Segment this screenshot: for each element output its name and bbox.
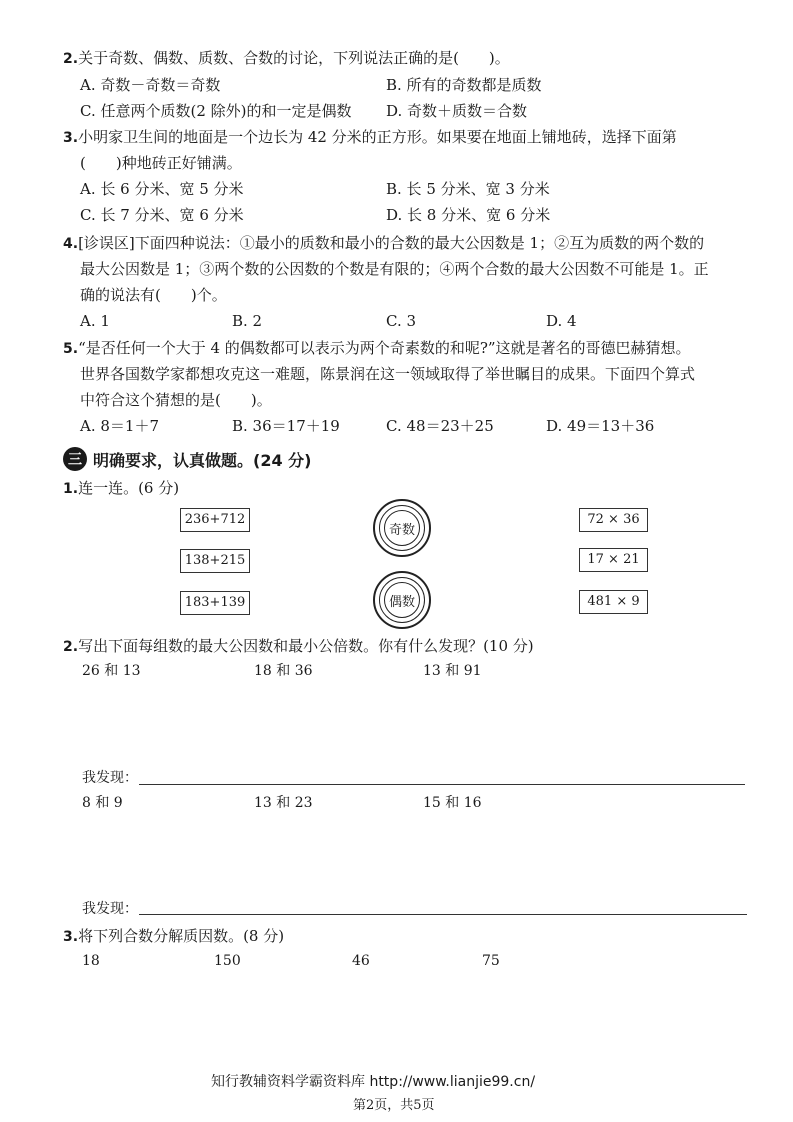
discovery-label: 我发现： (82, 770, 138, 786)
footer-watermark: 知行教辅资料学霸资料库 http://www.lianjie99.cn/ (211, 1074, 536, 1090)
option-c: C. 48＝23＋25 (386, 417, 494, 435)
question-number: 3. (63, 929, 79, 945)
discovery-label: 我发现： (82, 901, 138, 917)
question-5-stem-end: 中符合这个猜想的是( )。 (80, 391, 272, 409)
question-4-stem-end: 确的说法有( )个。 (80, 286, 227, 304)
option-b: B. 所有的奇数都是质数 (386, 76, 542, 94)
question-4-stem-cont: 最大公因数是 1；③两个数的公因数的个数是有限的；④两个合数的最大公因数不可能是 1。正 (80, 260, 709, 278)
section-title: 明确要求，认真做题。(24 分) (93, 450, 312, 470)
question-5-stem-cont: 世界各国数学家都想攻克这一难题，陈景润在这一领域取得了举世瞩目的成果。下面四个算式 (80, 365, 696, 383)
number-pair: 18 和 36 (254, 663, 313, 679)
question-number: 2. (63, 639, 79, 655)
question-3-stem: 3.小明家卫生间的地面是一个边长为 42 分米的正方形。如果要在地面上铺地砖，选择下面第 (63, 128, 677, 146)
option-b: B. 2 (232, 312, 263, 330)
number-pair: 13 和 23 (254, 795, 313, 811)
number-pair: 13 和 91 (423, 663, 482, 679)
number-pair: 8 和 9 (82, 795, 123, 811)
option-d: D. 4 (546, 312, 577, 330)
number-pair: 26 和 13 (82, 663, 141, 679)
expression-box[interactable]: 236+712 (180, 508, 250, 532)
question-5-stem: 5.“是否任何一个大于 4 的偶数都可以表示为两个奇素数的和呢?”这就是著名的哥德巴赫猜想。 (63, 339, 691, 357)
question-number: 4. (63, 236, 79, 252)
composite-number: 46 (352, 953, 370, 969)
expression-box[interactable]: 17 × 21 (579, 548, 648, 572)
even-circle[interactable] (373, 571, 431, 629)
question-3-stem-cont: ( )种地砖正好铺满。 (80, 154, 242, 172)
composite-number: 150 (214, 953, 241, 969)
section-3-header (63, 446, 311, 472)
option-b: B. 36＝17＋19 (232, 417, 340, 435)
question-number: 1. (63, 481, 79, 497)
question-number: 5. (63, 341, 79, 357)
circle-label: 偶数 (388, 594, 415, 610)
option-a: A. 8＝1＋7 (80, 417, 159, 435)
number-pair: 15 和 16 (423, 795, 482, 811)
part-3-title: 3.将下列合数分解质因数。(8 分) (63, 927, 285, 945)
question-4-stem: 4.[诊误区]下面四种说法：①最小的质数和最小的合数的最大公因数是 1；②互为质数的两个数的 (63, 234, 705, 252)
option-d: D. 长 8 分米、宽 6 分米 (386, 206, 551, 224)
question-2-stem: 2.关于奇数、偶数、质数、合数的讨论，下列说法正确的是( )。 (63, 49, 510, 67)
option-c: C. 3 (386, 312, 417, 330)
option-a: A. 奇数－奇数＝奇数 (80, 76, 221, 94)
expression-box[interactable]: 72 × 36 (579, 508, 648, 532)
option-c: C. 任意两个质数(2 除外)的和一定是偶数 (80, 102, 352, 120)
section-badge: 三 (63, 447, 87, 471)
option-d: D. 49＝13＋36 (546, 417, 655, 435)
page-number: 第2页，共5页 (353, 1098, 435, 1113)
composite-number: 18 (82, 953, 100, 969)
question-number: 2. (63, 51, 79, 67)
option-d: D. 奇数＋质数＝合数 (386, 102, 528, 120)
expression-box[interactable]: 183+139 (180, 591, 250, 615)
answer-line[interactable] (139, 784, 745, 785)
circle-label: 奇数 (388, 522, 415, 538)
option-a: A. 1 (80, 312, 110, 330)
question-number: 3. (63, 130, 79, 146)
part-1-title: 1.连一连。(6 分) (63, 479, 180, 497)
answer-line[interactable] (139, 914, 747, 915)
part-2-title: 2.写出下面每组数的最大公因数和最小公倍数。你有什么发现？(10 分) (63, 637, 534, 655)
option-b: B. 长 5 分米、宽 3 分米 (386, 180, 550, 198)
option-a: A. 长 6 分米、宽 5 分米 (80, 180, 244, 198)
option-c: C. 长 7 分米、宽 6 分米 (80, 206, 244, 224)
composite-number: 75 (482, 953, 500, 969)
expression-box[interactable]: 138+215 (180, 549, 250, 573)
odd-circle[interactable] (373, 499, 431, 557)
expression-box[interactable]: 481 × 9 (579, 590, 648, 614)
